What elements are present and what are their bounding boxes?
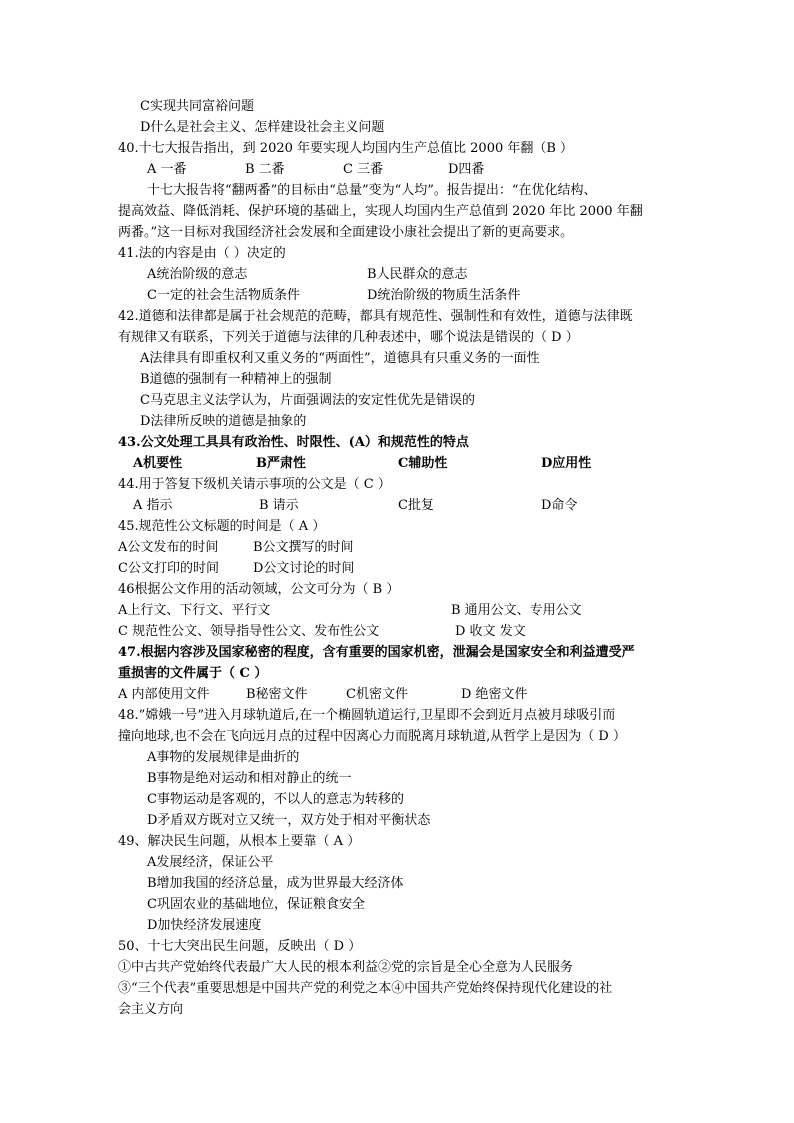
question-48-line-2: 撞向地球,也不会在飞向远月点的过程中因离心力而脱离月球轨道,从哲学上是因为（ D ）	[118, 729, 626, 744]
question-49: 49、解决民生问题，从根本上要靠（ A ）	[118, 834, 361, 849]
option-d: D应用性	[541, 456, 592, 471]
option-c-q49: C巩固农业的基础地位，保证粮食安全	[147, 897, 365, 912]
question-44: 44.用于答复下级机关请示事项的公文是（ C ）	[118, 477, 391, 492]
question-42-line-2: 有规律又有联系，下列关于道德与法律的几种表述中，哪个说法是错误的（ D ）	[118, 330, 579, 345]
options-q44	[0, 496, 794, 516]
question-40: 40.十七大报告指出，到 2020 年要实现人均国内生产总值比 2000 年翻（B ）	[118, 141, 574, 156]
question-43: 43.公文处理工具具有政治性、时限性、(A）和规范性的特点	[118, 435, 469, 450]
question-50: 50、十七大突出民生问题，反映出（ D ）	[118, 939, 362, 954]
options-q41-row2	[0, 286, 794, 306]
statements-q50-line-2: ③“三个代表”重要思想是中国共产党的利党之本④中国共产党始终保持现代化建设的社	[118, 981, 613, 996]
option-d: D 收文 发文	[455, 624, 526, 639]
option-d: D 绝密文件	[461, 687, 528, 702]
question-47-line-2: 重损害的文件属于（ C ）	[118, 666, 268, 681]
option-c: C公文打印的时间	[118, 561, 219, 576]
option-a: A上行文、下行文、平行文	[118, 603, 271, 618]
option-b-q42: B道德的强制有一种精神上的强制	[140, 372, 332, 387]
options-q40	[0, 160, 794, 180]
option-d-q49: D加快经济发展速度	[147, 918, 262, 933]
option-c: C一定的社会生活物质条件	[147, 288, 300, 303]
question-45: 45.规范性公文标题的时间是（ A ）	[118, 519, 326, 534]
options-q45-row1	[0, 538, 794, 558]
option-a-q42: A法律具有即重权利又重义务的“两面性”，道德具有只重义务的一面性	[140, 351, 540, 366]
option-b-q48: B事物是绝对运动和相对静止的统一	[147, 771, 352, 786]
option-d: D公文讨论的时间	[253, 561, 355, 576]
option-a-q49: A发展经济，保证公平	[147, 855, 274, 870]
statements-q50-line-1: ①中古共产党始终代表最广大人民的根本利益②党的宗旨是全心全意为人民服务	[118, 960, 574, 975]
option-c: C 三番	[343, 162, 384, 177]
option-c: C 规范性公文、领导指导性公文、发布性公文	[118, 624, 380, 639]
question-42-line-1: 42.道德和法律都是属于社会规范的范畴，都具有规范性、强制性和有效性，道德与法律既	[118, 309, 633, 324]
option-a: A公文发布的时间	[118, 540, 219, 555]
option-b: B 通用公文、专用公文	[451, 603, 582, 618]
question-46: 46根据公文作用的活动领域，公文可分为（ B ）	[118, 582, 400, 597]
option-c-q48: C事物运动是客观的，不以人的意志为转移的	[147, 792, 404, 807]
option-a: A 指示	[133, 498, 173, 513]
option-b: B秘密文件	[246, 687, 308, 702]
option-a-q48: A事物的发展规律是曲折的	[147, 750, 300, 765]
option-b: B人民群众的意志	[367, 267, 468, 282]
option-d: D统治阶级的物质生活条件	[367, 288, 521, 303]
question-48-line-1: 48.”嫦娥一号”进入月球轨道后,在一个椭圆轨道运行,卫星即不会到近月点被月球吸引而	[118, 708, 616, 723]
option-c: C辅助性	[398, 456, 448, 471]
option-c: C机密文件	[346, 687, 408, 702]
option-c-q42: C马克思主义法学认为，片面强调法的安定性优先是错误的	[140, 393, 475, 408]
options-q46-row2	[0, 622, 794, 642]
options-q43	[0, 454, 794, 474]
option-b: B 二番	[245, 162, 285, 177]
option-b: B严肃性	[256, 456, 306, 471]
options-q41-row1	[0, 265, 794, 285]
option-d: D四番	[448, 162, 485, 177]
option-d-q42: D法律所反映的道德是抽象的	[140, 414, 307, 429]
option-c-q39: C实现共同富裕问题	[140, 99, 254, 114]
option-b: B公文撰写的时间	[253, 540, 354, 555]
statements-q50-line-3: 会主义方向	[118, 1002, 184, 1017]
option-a: A 内部使用文件	[118, 687, 210, 702]
option-a: A统治阶级的意志	[147, 267, 248, 282]
option-b: B 请示	[259, 498, 299, 513]
explanation-line-3: 两番。”这一目标对我国经济社会发展和全面建设小康社会提出了新的更高要求。	[118, 225, 574, 240]
question-47-line-1: 47.根据内容涉及国家秘密的程度，含有重要的国家机密，泄漏会是国家安全和利益遭受严	[118, 645, 635, 660]
options-q46-row1	[0, 601, 794, 621]
option-d: D命令	[541, 498, 578, 513]
options-q47	[0, 685, 794, 705]
explanation-line-2: 提高效益、降低消耗、保护环境的基础上，实现人均国内生产总值到 2020 年比 2000 年翻	[118, 204, 643, 219]
explanation-line-1: 十七大报告将“翻两番”的目标由“总量”变为“人均”。报告提出：“在优化结构、	[147, 183, 597, 198]
options-q45-row2	[0, 559, 794, 579]
option-a: A机要性	[133, 456, 183, 471]
option-c: C批复	[398, 498, 434, 513]
option-b-q49: B增加我国的经济总量，成为世界最大经济体	[147, 876, 404, 891]
option-d-q48: D矛盾双方既对立又统一，双方处于相对平衡状态	[147, 813, 431, 828]
option-d-q39: D什么是社会主义、怎样建设社会主义问题	[140, 120, 385, 135]
question-41: 41.法的内容是由（ ）决定的	[118, 246, 286, 261]
option-a: A 一番	[147, 162, 187, 177]
